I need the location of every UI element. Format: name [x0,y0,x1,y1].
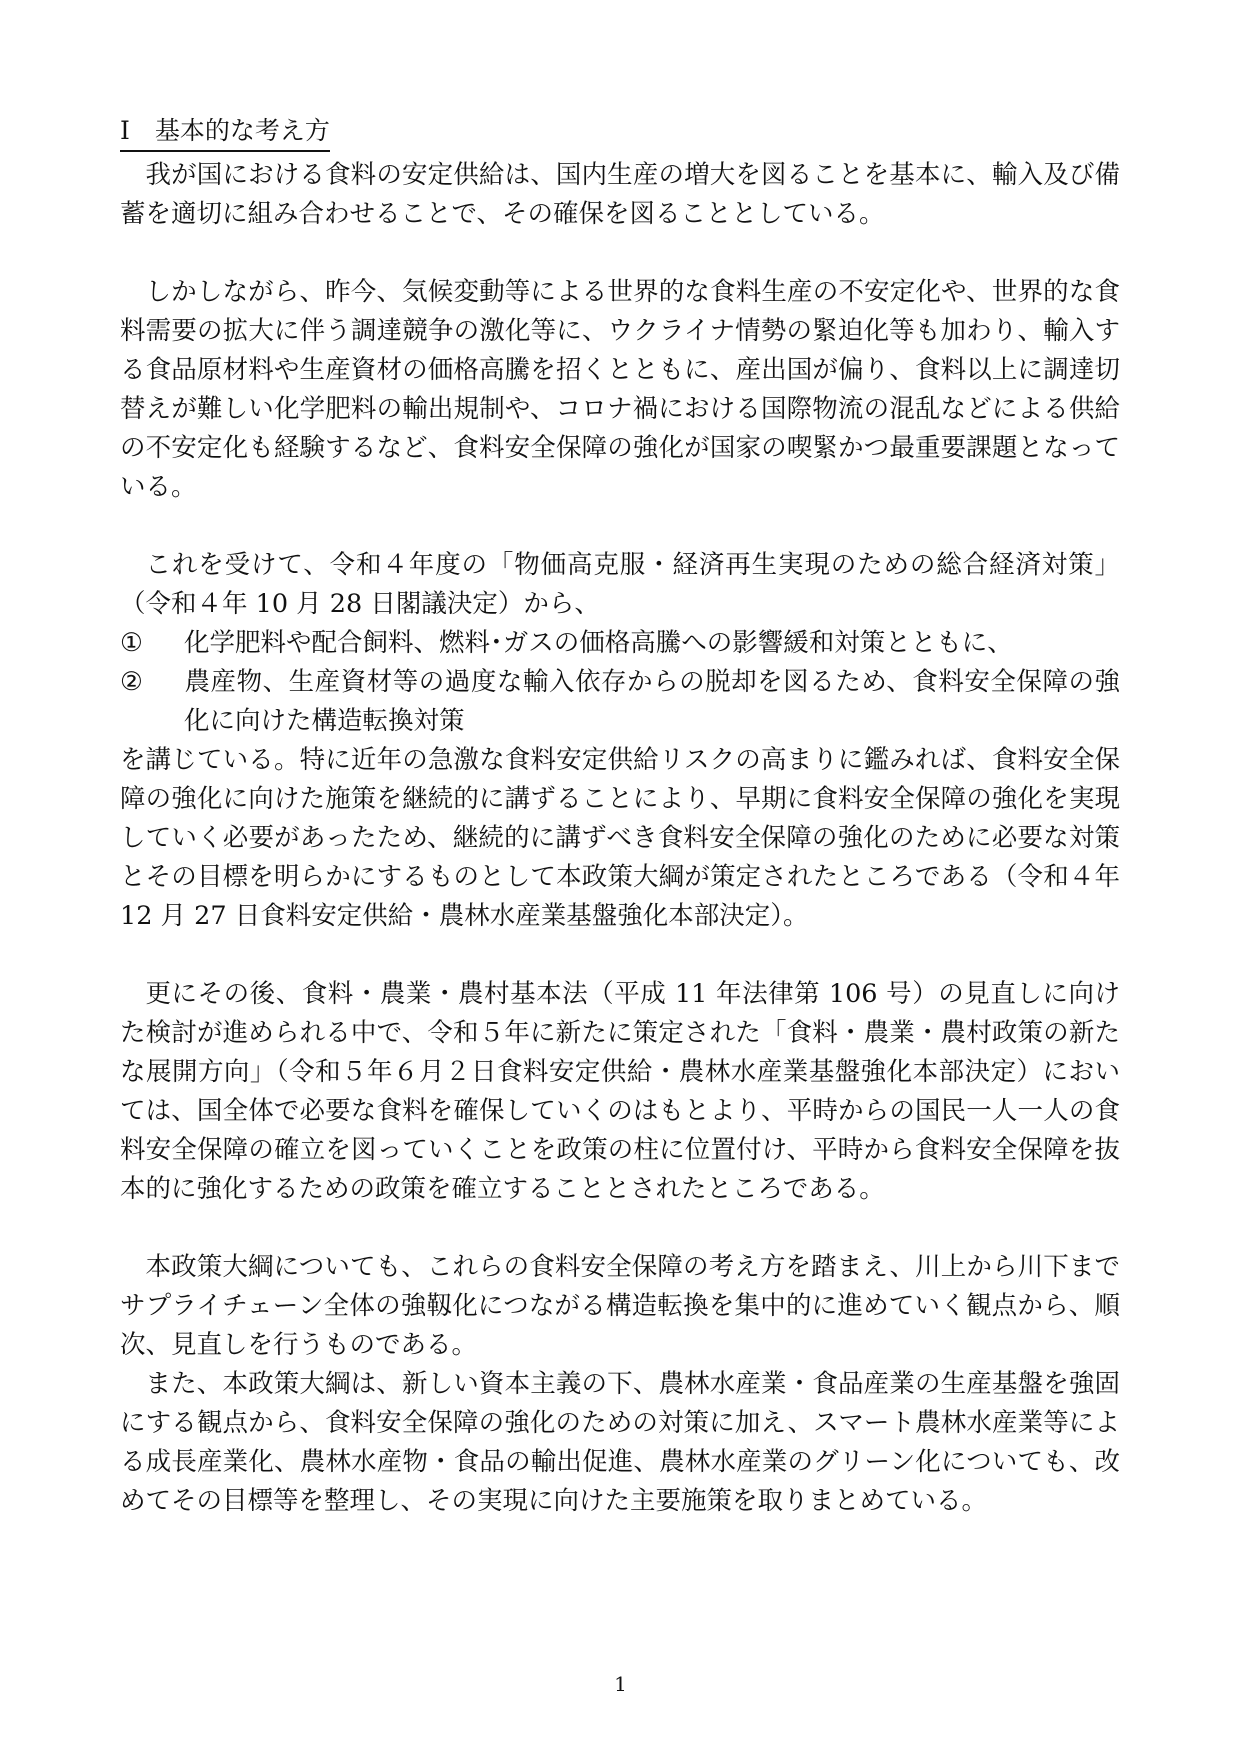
paragraph-stable-supply: 我が国における食料の安定供給は、国内生産の増大を図ることを基本に、輸入及び備蓄を適切に組み合わせることで、その確保を図ることとしている。 [120,160,1120,229]
paragraph-gap [120,234,1120,273]
paragraph-gap [120,1209,1120,1248]
paragraph-recent-risks: しかしながら、昨今、気候変動等による世界的な食料生産の不安定化や、世界的な食料需要の拡大に伴う調達競争の激化等に、ウクライナ情勢の緊迫化等も加わり、輸入する食品原材料や生産資材の価格高騰を招くとともに、産出国が偏り、食料以上に調達切替えが難しい化学肥料の輸出規制や、コロナ禍における国際物流の混乱などによる供給の不安定化も経験するなど、食料安全保障の強化が国家の喫緊かつ最重要課題となっている。 [120,277,1120,502]
list-item [120,624,1120,663]
document-body [120,116,1120,1521]
paragraph-growth-industry: また、本政策大綱は、新しい資本主義の下、農林水産業・食品産業の生産基盤を強固にする観点から、食料安全保障の強化のための対策に加え、スマート農林水産業等による成長産業化、農林水産物・食品の輸出促進、農林水産業のグリーン化についても、改めてその目標等を整理し、その実現に向けた主要施策を取りまとめている。 [120,1369,1120,1516]
list-item-number: ① [120,628,143,658]
list-item [120,663,1120,741]
list-item-text: 農産物、生産資材等の過度な輸入依存からの脱却を図るため、食料安全保障の強化に向けた構造転換対策 [184,667,1120,736]
page-number: 1 [614,1672,627,1696]
paragraph-policy-outline: を講じている。特に近年の急激な食料安定供給リスクの高まりに鑑みれば、食料安全保障の強化に向けた施策を継続的に講ずることにより、早期に食料安全保障の強化を実現していく必要があったため、継続的に講ずべき食料安全保障の強化のために必要な対策とその目標を明らかにするものとして本政策大綱が策定されたところである（令和４年 12 月 27 日食料安定供給・農林水産業基盤強化本部決定）。 [120,745,1120,931]
paragraph-gap [120,507,1120,546]
paragraph-supply-chain: 本政策大綱についても、これらの食料安全保障の考え方を踏まえ、川上から川下までサプライチェーン全体の強靱化につながる構造転換を集中的に進めていく観点から、順次、見直しを行うものである。 [120,1252,1120,1360]
paragraph-economic-measures: これを受けて、令和４年度の「物価高克服・経済再生実現のための総合経済対策」（令和４年 10 月 28 日閣議決定）から、 [120,550,1120,619]
list-item-text: 化学肥料や配合飼料、燃料･ガスの価格高騰への影響緩和対策とともに、 [184,628,1013,658]
list-item-number: ② [120,667,143,697]
paragraph-basic-law-review: 更にその後、食料・農業・農村基本法（平成 11 年法律第 106 号）の見直しに向けた検討が進められる中で、令和５年に新たに策定された「食料・農業・農村政策の新たな展開方向」（令和５年６月２日食料安定供給・農林水産業基盤強化本部決定）においては、国全体で必要な食料を確保していくのはもとより、平時からの国民一人一人の食料安全保障の確立を図っていくことを政策の柱に位置付け、平時から食料安全保障を抜本的に強化するための政策を確立することとされたところである。 [120,979,1120,1204]
section-heading: Ⅰ 基本的な考え方 [120,116,330,152]
paragraph-gap [120,936,1120,975]
